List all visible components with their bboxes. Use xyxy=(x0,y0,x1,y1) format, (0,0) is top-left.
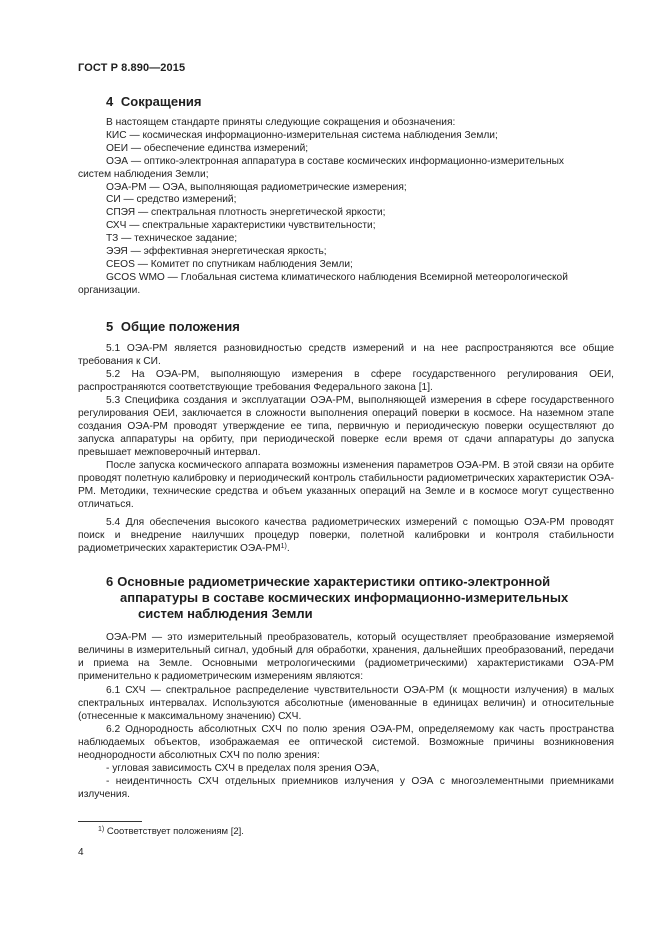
section-title-line: Основные радиометрические характеристики оптико-электронной xyxy=(117,574,551,589)
standard-code: ГОСТ Р 8.890—2015 xyxy=(78,62,186,74)
paragraph-text: 5.4 Для обеспечения высокого качества радиометрических измерений с помощью ОЭА-РМ проводят поиск и внедрение наилучших процедур поверки, полетной калибровки и контроля стабильности радиометрических характеристик ОЭА-РМ xyxy=(78,517,614,554)
abbrev-item: GCOS WMO — Глобальная система климатического наблюдения Всемирной метеорологической xyxy=(106,271,568,283)
paragraph-6-2: 6.2 Однородность абсолютных СХЧ по полю зрения ОЭА-РМ, определяемому как часть пространства наблюдаемых объектов, изображаемая ее оптической системой. Возможные причины возникновения неоднородности абсолютных СХЧ по полю зрения: xyxy=(78,724,614,761)
abbrev-item: ОЕИ — обеспечение единства измерений; xyxy=(106,142,309,154)
abbrev-item: организации. xyxy=(78,284,141,296)
abbreviation-list xyxy=(78,117,614,298)
paragraph-5-4 xyxy=(78,517,614,556)
paragraph-5-3: 5.3 Специфика создания и эксплуатации ОЭА-РМ, выполняющей измерения в сфере государственного регулирования ОЕИ, заключается в сложности выполнения операций поверки в космосе. На наземном этапе создания ОЭА-РМ проводят утверждение ее типа, первичную и периодическую поверки осуществляют до запуска аппаратуры на орбиту, при периодической поверке если время от сдачи аппаратуры до запуска превышает межповерочный интервал. xyxy=(78,395,614,458)
section-number: 4 xyxy=(106,94,114,109)
footnote-marker: 1) xyxy=(98,826,105,833)
footnote-separator xyxy=(78,821,142,822)
abbrev-intro: В настоящем стандарте приняты следующие сокращения и обозначения: xyxy=(106,117,456,128)
paragraph-end: . xyxy=(286,542,290,554)
section-title-line: систем наблюдения Земли xyxy=(138,606,313,621)
abbrev-item: ТЗ — техническое задание; xyxy=(106,233,238,245)
section-title: Сокращения xyxy=(120,94,202,109)
section-4-heading xyxy=(106,94,202,110)
abbrev-item: КИС — космическая информационно-измерительная система наблюдения Земли; xyxy=(106,129,498,141)
bullet-item: - неидентичность СХЧ отдельных приемников излучения у ОЭА с многоэлементными приемниками излучения. xyxy=(78,776,614,800)
abbrev-item: СХЧ — спектральные характеристики чувствительности; xyxy=(106,220,376,232)
section-6-heading xyxy=(106,574,576,622)
footnote-text: Соответствует положениям [2]. xyxy=(106,826,244,837)
bullet-item: - угловая зависимость СХЧ в пределах поля зрения ОЭА, xyxy=(106,763,380,774)
footnote xyxy=(98,826,244,838)
paragraph-6-intro: ОЭА-РМ — это измерительный преобразователь, который осуществляет преобразование измеряемой величины в измерительный сигнал, удобный для обработки, хранения, дальнейших преобразований, передачи и приема на Земле. Основными метрологическими (радиометрическими) характеристиками ОЭА-РМ применительно к радиометрическим измерениям являются: xyxy=(78,632,614,682)
section-title: Общие положения xyxy=(120,319,240,334)
abbrev-item: СПЭЯ — спектральная плотность энергетической яркости; xyxy=(106,207,386,219)
section-5-heading xyxy=(106,319,240,335)
section-number: 6 xyxy=(106,574,114,589)
paragraph-5-2: 5.2 На ОЭА-РМ, выполняющую измерения в сфере государственного регулирования ОЕИ, распространяются соответствующие требования Федерального закона [1]. xyxy=(78,369,614,393)
abbrev-item: CEOS — Комитет по спутникам наблюдения Земли; xyxy=(106,258,353,270)
paragraph-5-3-cont: После запуска космического аппарата возможны изменения параметров ОЭА-РМ. В этой связи на орбите проводят полетную калибровку и периодический контроль стабильности радиометрических характеристик ОЭА-РМ. Методики, технические средства и объем указанных операций на Земле и в космосе могут существенно отличаться. xyxy=(78,460,614,510)
footnote-ref: 1) xyxy=(280,542,287,550)
abbrev-item: ОЭА — оптико-электронная аппаратура в составе космических информационно-измерительных xyxy=(106,155,565,167)
page-number: 4 xyxy=(78,847,84,858)
paragraph-5-1: 5.1 ОЭА-РМ является разновидностью средств измерений и на нее распространяются все общие требования к СИ. xyxy=(78,343,614,367)
abbrev-item: ЭЭЯ — эффективная энергетическая яркость; xyxy=(106,246,327,258)
abbrev-item: СИ — средство измерений; xyxy=(106,194,237,206)
abbrev-item: ОЭА-РМ — ОЭА, выполняющая радиометрические измерения; xyxy=(106,181,407,193)
section-number: 5 xyxy=(106,319,114,334)
abbrev-item: систем наблюдения Земли; xyxy=(78,168,209,180)
section-title-line: аппаратуры в составе космических информационно-измерительных xyxy=(120,590,569,605)
paragraph-6-1: 6.1 СХЧ — спектральное распределение чувствительности ОЭА-РМ (к мощности излучения) в малых спектральных интервалах. Используются абсолютные (именованные в единицах величин) и относительные (отнесенные к максимальному значению) СХЧ. xyxy=(78,685,614,722)
